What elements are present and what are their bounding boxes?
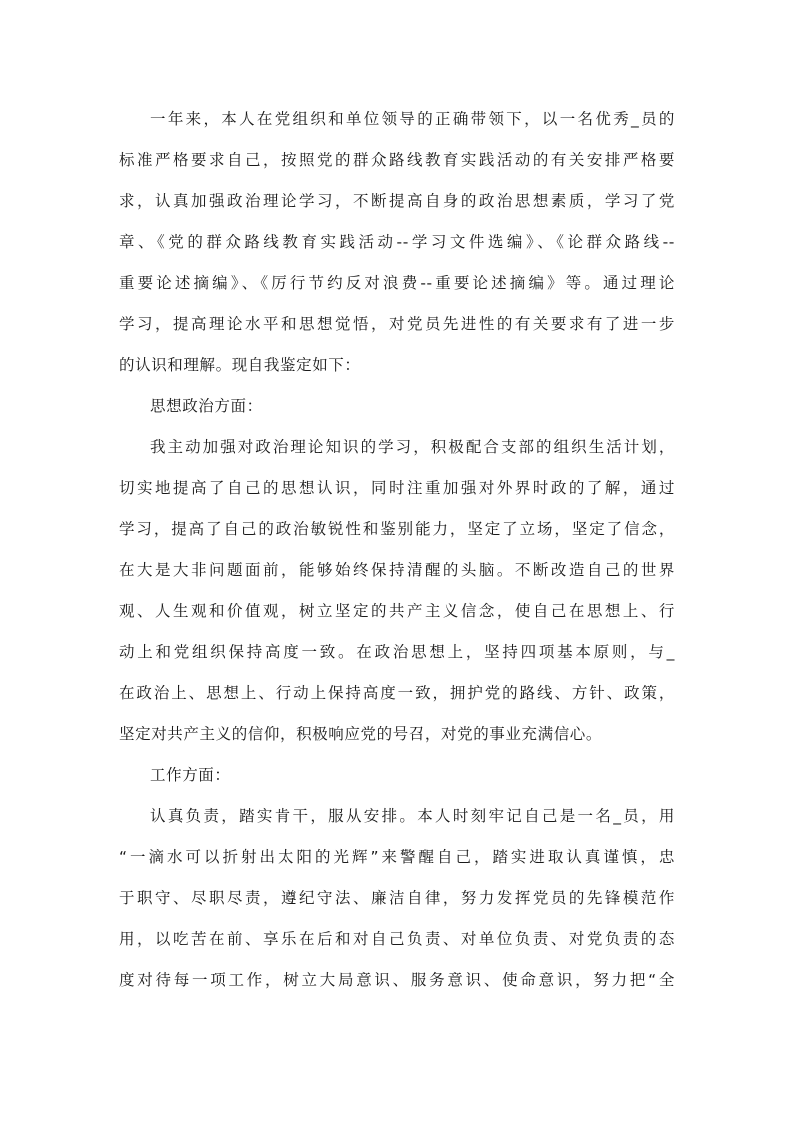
text-line: 度对待每一项工作，树立大局意识、服务意识、使命意识，努力把“全 xyxy=(119,971,675,989)
text-line: 我主动加强对政治理论知识的学习，积极配合支部的组织生活计划， xyxy=(150,438,675,456)
text-line: 求，认真加强政治理论学习，不断提高自身的政治思想素质，学习了党 xyxy=(119,192,675,210)
text-line: 在政治上、思想上、行动上保持高度一致，拥护党的路线、方针、政策， xyxy=(119,684,675,702)
text-line: 认真负责，踏实肯干，服从安排。本人时刻牢记自己是一名_员，用 xyxy=(150,807,675,825)
text-line: “一滴水可以折射出太阳的光辉”来警醒自己，踏实进取认真谨慎，忠 xyxy=(119,848,675,866)
text-line: 的认识和理解。现自我鉴定如下： xyxy=(119,356,361,374)
text-line: 学习，提高理论水平和思想觉悟，对党员先进性的有关要求有了进一步 xyxy=(119,315,675,333)
document-body xyxy=(119,99,675,1001)
text-line: 切实地提高了自己的思想认识，同时注重加强对外界时政的了解，通过 xyxy=(119,479,675,497)
text-line: 于职守、尽职尽责，遵纪守法、廉洁自律，努力发挥党员的先锋模范作 xyxy=(119,889,675,907)
text-line: 重要论述摘编》、《厉行节约反对浪费--重要论述摘编》等。通过理论 xyxy=(119,274,675,292)
text-line: 工作方面： xyxy=(150,766,231,784)
text-line: 标准严格要求自己，按照党的群众路线教育实践活动的有关安排严格要 xyxy=(119,151,675,169)
text-line: 学习，提高了自己的政治敏锐性和鉴别能力，坚定了立场，坚定了信念， xyxy=(119,520,675,538)
text-line: 观、人生观和价值观，树立坚定的共产主义信念，使自己在思想上、行 xyxy=(119,602,675,620)
text-line: 章、《党的群众路线教育实践活动--学习文件选编》、《论群众路线-- xyxy=(119,233,675,251)
text-line: 一年来，本人在党组织和单位领导的正确带领下，以一名优秀_员的 xyxy=(150,110,675,128)
text-line: 坚定对共产主义的信仰，积极响应党的号召，对党的事业充满信心。 xyxy=(119,725,603,743)
text-line: 动上和党组织保持高度一致。在政治思想上，坚持四项基本原则，与_ xyxy=(119,643,675,661)
text-line: 用，以吃苦在前、享乐在后和对自己负责、对单位负责、对党负责的态 xyxy=(119,930,675,948)
text-line: 在大是大非问题面前，能够始终保持清醒的头脑。不断改造自己的世界 xyxy=(119,561,675,579)
text-line: 思想政治方面： xyxy=(150,397,263,415)
